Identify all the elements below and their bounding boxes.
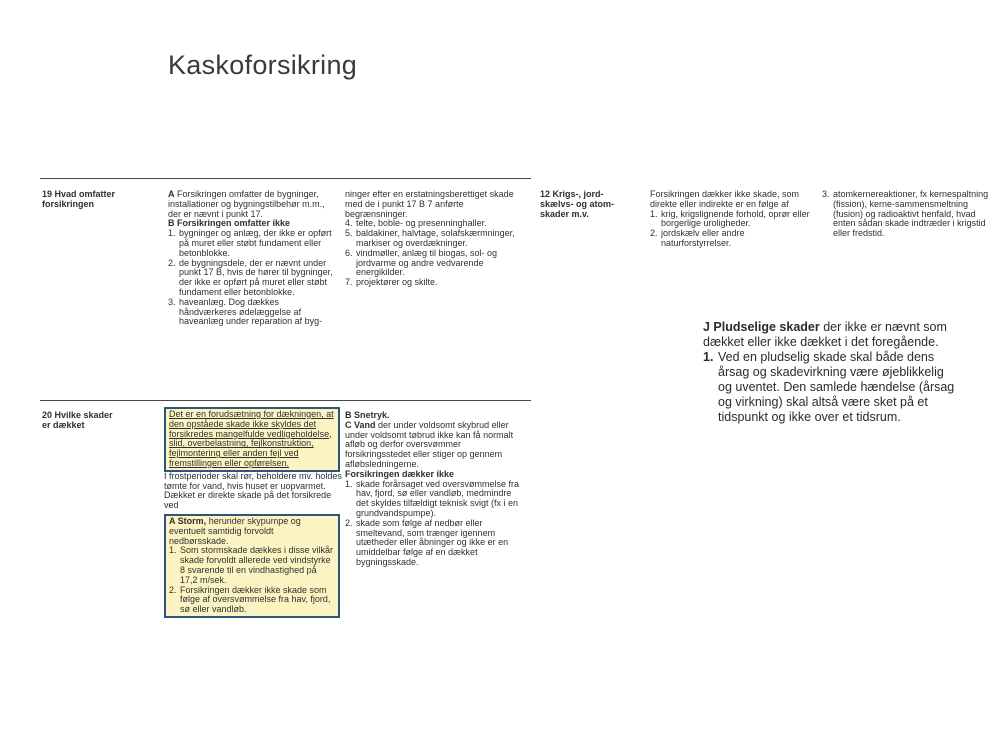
para-19a-prefix: A bbox=[168, 189, 175, 199]
section-19-column-b bbox=[345, 190, 523, 288]
highlighted-paragraph: Det er en forudsætning for dækningen, at den opståede skade ikke skyldes det forsikredes mangelfulde vedligeholdelse, slid, overbelastning, fejlkonstruktion, fejlmontering eller anden fejl ved fremstillingen eller opførelsen. bbox=[169, 409, 334, 468]
list-item-number: 1. bbox=[703, 350, 714, 364]
list-item-text: Ved en pludselig skade skal både dens årsag og skadevirkning være øjeblikkelig og uventet. Den samlede hændelse (årsag og virkning) skal altså være sket på et tidspunkt og ikke over et tidsrum. bbox=[718, 350, 955, 424]
highlight-box-storm bbox=[164, 514, 340, 618]
heading-19b: B Forsikringen omfatter ikke bbox=[168, 218, 291, 229]
list-item-number: 1. bbox=[650, 208, 658, 219]
section-19-heading-line2: forsikringen bbox=[42, 198, 95, 209]
section-20-heading bbox=[42, 411, 160, 431]
para-12-intro: Forsikringen dækker ikke skade, som direkte eller indirekte er en følge af bbox=[650, 189, 800, 209]
section-19-heading-line1: 19 Hvad omfatter bbox=[42, 189, 116, 199]
para-19a-text: Forsikringen omfatter de bygninger, installationer og bygningstilbehør m.m., der er nævnt i punkt 17. bbox=[168, 189, 325, 219]
list-item-text: haveanlæg. Dog dækkes håndværkeres ødelæggelse af haveanlæg under reparation af byg- bbox=[179, 296, 323, 327]
section-20-column-b bbox=[345, 411, 523, 568]
list-item bbox=[168, 229, 338, 258]
heading-20b-snetryk: B Snetryk. bbox=[345, 410, 390, 420]
section-divider-19 bbox=[40, 178, 531, 179]
section-20-heading-line1: 20 Hvilke skader bbox=[42, 410, 113, 420]
list-item bbox=[650, 210, 812, 230]
list-item bbox=[169, 546, 335, 585]
highlight-box-precondition bbox=[164, 407, 340, 472]
list-item-number: 6. bbox=[345, 247, 353, 258]
list-item-text: projektører og skilte. bbox=[356, 277, 438, 288]
list-item bbox=[822, 190, 990, 239]
para-20c-vand bbox=[345, 421, 523, 470]
list-item-number: 2. bbox=[650, 228, 658, 239]
section-j-heading-text: der ikke er nævnt som dækket eller ikke dækket i det foregående. bbox=[703, 320, 947, 349]
section-12-heading bbox=[540, 190, 640, 219]
list-item-number: 7. bbox=[345, 277, 353, 288]
list-item-number: 1. bbox=[168, 228, 176, 239]
list-item bbox=[345, 278, 523, 288]
list-item bbox=[703, 350, 955, 425]
list-item bbox=[345, 249, 523, 278]
list-item-text: Forsikringen dækker ikke skade som følge af oversvømmelse fra hav, fjord, sø eller vandløb. bbox=[180, 584, 331, 615]
list-item bbox=[345, 519, 523, 568]
list-item-text: krig, krigslignende forhold, oprør eller borgerlige uroligheder. bbox=[661, 208, 810, 229]
page-title: Kaskoforsikring bbox=[168, 50, 358, 80]
list-item-number: 1. bbox=[169, 545, 177, 556]
list-item bbox=[168, 259, 338, 298]
list-item-text: skade som følge af nedbør eller smeltevand, som trænger igennem utætheder eller åbninger og ikke er en umiddelbar følge af en dækket bygningsskade. bbox=[356, 517, 509, 567]
list-item bbox=[169, 586, 335, 615]
section-12-heading-line3: skader m.v. bbox=[540, 208, 589, 219]
para-19-continuation: ninger efter en erstatningsberettiget skade med de i punkt 17 B 7 anførte begrænsninger. bbox=[345, 189, 514, 219]
section-j-pludselige-skader bbox=[703, 320, 955, 425]
section-20-column-a bbox=[164, 407, 342, 618]
section-19-heading bbox=[42, 190, 160, 210]
list-item-text: telte, boble- og presenninghaller. bbox=[356, 218, 487, 229]
section-12-column-a bbox=[650, 190, 812, 249]
list-item bbox=[345, 480, 523, 519]
list-item-number: 2. bbox=[169, 584, 177, 595]
list-item bbox=[168, 298, 338, 327]
heading-20-daekker-ikke: Forsikringen dækker ikke bbox=[345, 468, 455, 479]
section-12-column-b bbox=[822, 190, 990, 239]
list-item-text: jordskælv eller andre naturforstyrrelser. bbox=[661, 228, 745, 248]
para-storm-text: herunder skypumpe og eventuelt samtidig forvoldt nedbørsskade. bbox=[169, 515, 301, 546]
para-20c-text: der under voldsomt skybrud eller under voldsomt tøbrud ikke kan få normalt afløb og derfor oversvømmer forsikringsstedet eller stiger op gennem afløbsledningerne. bbox=[345, 419, 514, 469]
list-item-number: 3. bbox=[822, 189, 830, 199]
para-storm-prefix: A Storm, bbox=[169, 515, 207, 526]
section-divider-20 bbox=[40, 400, 531, 401]
para-frost: I frostperioder skal rør, beholdere mv. holdes tømte for vand, hvis huset er uopvarmet. Dækket er direkte skade på det forsikrede ved bbox=[164, 470, 342, 511]
list-item bbox=[345, 229, 523, 249]
para-20c-prefix: C Vand bbox=[345, 419, 376, 430]
section-12-heading-line1: 12 Krigs-, jord- bbox=[540, 189, 604, 199]
section-19-column-a bbox=[168, 190, 338, 327]
list-item-number: 2. bbox=[168, 257, 176, 268]
list-item-number: 1. bbox=[345, 478, 353, 489]
list-item-number: 5. bbox=[345, 228, 353, 239]
section-12-heading-line2: skælvs- og atom- bbox=[540, 198, 615, 209]
list-item-text: Som stormskade dækkes i disse vilkår skade forvoldt allerede ved vindstyrke 8 svarende til en vindhastighed på 17,2 m/sek. bbox=[180, 545, 334, 585]
section-20-heading-line2: er dækket bbox=[42, 419, 85, 430]
para-storm bbox=[169, 517, 335, 546]
section-j-heading-bold: J Pludselige skader bbox=[703, 320, 820, 334]
list-item-text: skade forårsaget ved oversvømmelse fra hav, fjord, sø eller vandløb, medmindre det skyldes tilfældigt teknisk svigt (fx i en grundvandspumpe). bbox=[356, 478, 520, 518]
list-item-text: atomkernereaktioner, fx kernespaltning (fission), kerne-sammensmeltning (fusion) og radioaktivt henfald, hvad enten sådan skade indtræder i krigstid eller fredstid. bbox=[833, 189, 989, 239]
list-item-number: 2. bbox=[345, 517, 353, 528]
list-item-text: bygninger og anlæg, der ikke er opført på muret eller støbt fundament eller betonblokke. bbox=[179, 228, 332, 258]
list-item bbox=[650, 229, 812, 249]
list-item-text: vindmøller, anlæg til biogas, sol- og jordvarme og andre vedvarende energikilder. bbox=[356, 247, 498, 278]
section-j-heading bbox=[703, 320, 955, 350]
list-item-text: baldakiner, halvtage, solafskærmninger, markiser og overdækninger. bbox=[356, 228, 515, 248]
list-item-number: 4. bbox=[345, 218, 353, 229]
para-19a bbox=[168, 190, 338, 219]
list-item-text: de bygningsdele, der er nævnt under punkt 17 B, hvis de hører til bygninger, der ikke er opført på muret eller støbt fundament eller betonblokke. bbox=[179, 257, 333, 297]
list-item-number: 3. bbox=[168, 296, 176, 307]
